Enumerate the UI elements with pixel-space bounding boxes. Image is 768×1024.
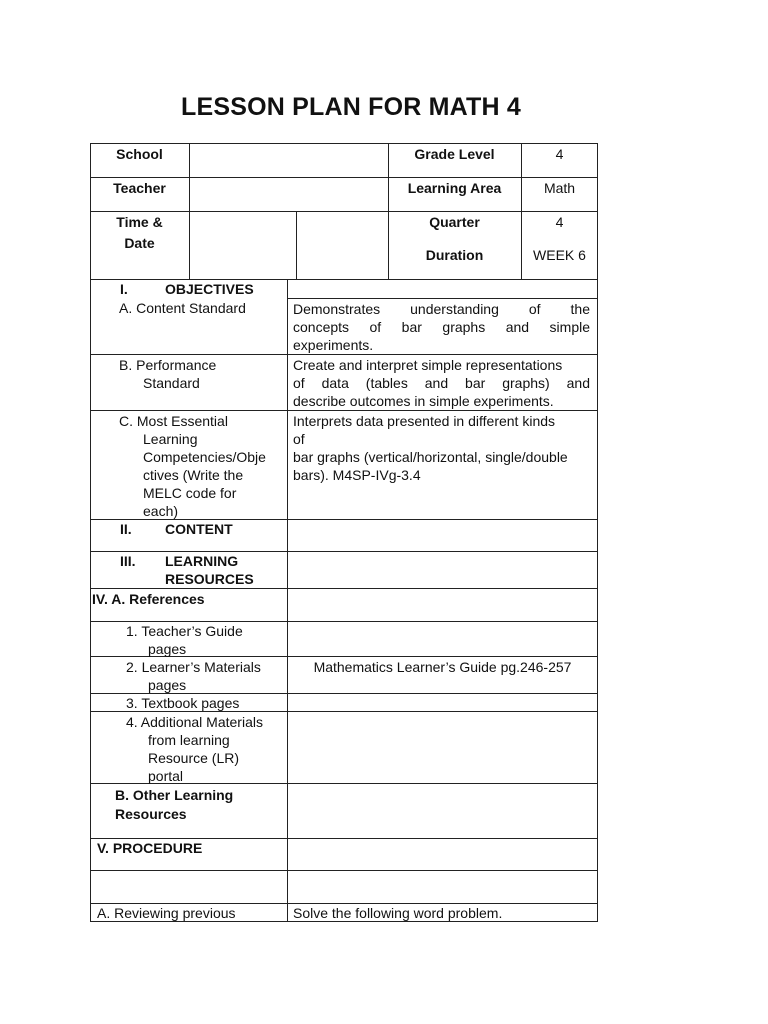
other-resources-label-1: B. Other Learning (115, 787, 234, 803)
references-heading: IV. A. References (92, 591, 205, 607)
page-title: LESSON PLAN FOR MATH 4 (180, 93, 522, 121)
content-number: II. (120, 521, 132, 537)
quarter-value: 4 (555, 214, 564, 230)
content-heading: CONTENT (165, 521, 233, 537)
melc-label-5: MELC code for (143, 485, 237, 501)
melc-label-6: each) (143, 503, 179, 519)
content-standard-line-2: concepts of bar graphs and simple (293, 319, 590, 335)
reference-item-4-line-2: from learning (148, 732, 230, 748)
learning-resources-heading-1: LEARNING (165, 553, 239, 569)
melc-label-1: C. Most Essential (119, 413, 228, 429)
melc-line-2: of (293, 431, 305, 447)
procedure-heading: V. PROCEDURE (97, 840, 203, 856)
reference-item-4-line-4: portal (148, 768, 184, 784)
melc-label-4: ctives (Write the (143, 467, 244, 483)
objectives-heading: OBJECTIVES (165, 281, 254, 297)
reference-item-1-line-1: 1. Teacher’s Guide (126, 623, 243, 639)
learning-area-label: Learning Area (407, 180, 502, 196)
learning-area-value: Math (543, 180, 576, 196)
other-resources-label-2: Resources (115, 806, 187, 822)
quarter-label: Quarter (429, 214, 480, 230)
reviewing-label: A. Reviewing previous (97, 905, 236, 921)
grade-level-label: Grade Level (414, 146, 495, 162)
time-label: Time & (116, 214, 163, 230)
performance-standard-line-1: Create and interpret simple representations (293, 357, 563, 373)
learning-resources-number: III. (120, 553, 136, 569)
duration-label: Duration (425, 247, 484, 263)
teacher-label: Teacher (113, 180, 166, 196)
performance-standard-label-2: Standard (143, 375, 200, 391)
melc-line-3: bar graphs (vertical/horizontal, single/double (293, 449, 568, 465)
reviewing-value: Solve the following word problem. (293, 905, 503, 921)
objectives-number: I. (120, 281, 128, 297)
performance-standard-line-2: of data (tables and bar graphs) and (293, 375, 590, 391)
content-standard-label: A. Content Standard (119, 300, 246, 316)
reference-item-2-line-1: 2. Learner’s Materials (126, 659, 261, 675)
reference-item-3: 3. Textbook pages (126, 695, 240, 711)
melc-label-3: Competencies/Obje (143, 449, 266, 465)
duration-value: WEEK 6 (533, 247, 586, 263)
reference-item-4-line-1: 4. Additional Materials (126, 714, 263, 730)
learning-resources-heading-2: RESOURCES (165, 571, 254, 587)
melc-line-1: Interprets data presented in different kinds (293, 413, 556, 429)
reference-item-2-line-2: pages (148, 677, 187, 693)
reference-item-2-value: Mathematics Learner’s Guide pg.246-257 (313, 659, 572, 675)
performance-standard-label-1: B. Performance (119, 357, 217, 373)
reference-item-4-line-3: Resource (LR) (148, 750, 240, 766)
melc-line-4: bars). M4SP-IVg-3.4 (293, 467, 421, 483)
performance-standard-line-3: describe outcomes in simple experiments. (293, 393, 554, 409)
melc-label-2: Learning (143, 431, 198, 447)
date-label: Date (124, 235, 155, 251)
content-standard-line-1: Demonstrates understanding of the (293, 301, 590, 317)
reference-item-1-line-2: pages (148, 641, 187, 657)
content-standard-line-3: experiments. (293, 337, 374, 353)
grade-level-value: 4 (555, 146, 564, 162)
school-label: School (116, 146, 163, 162)
